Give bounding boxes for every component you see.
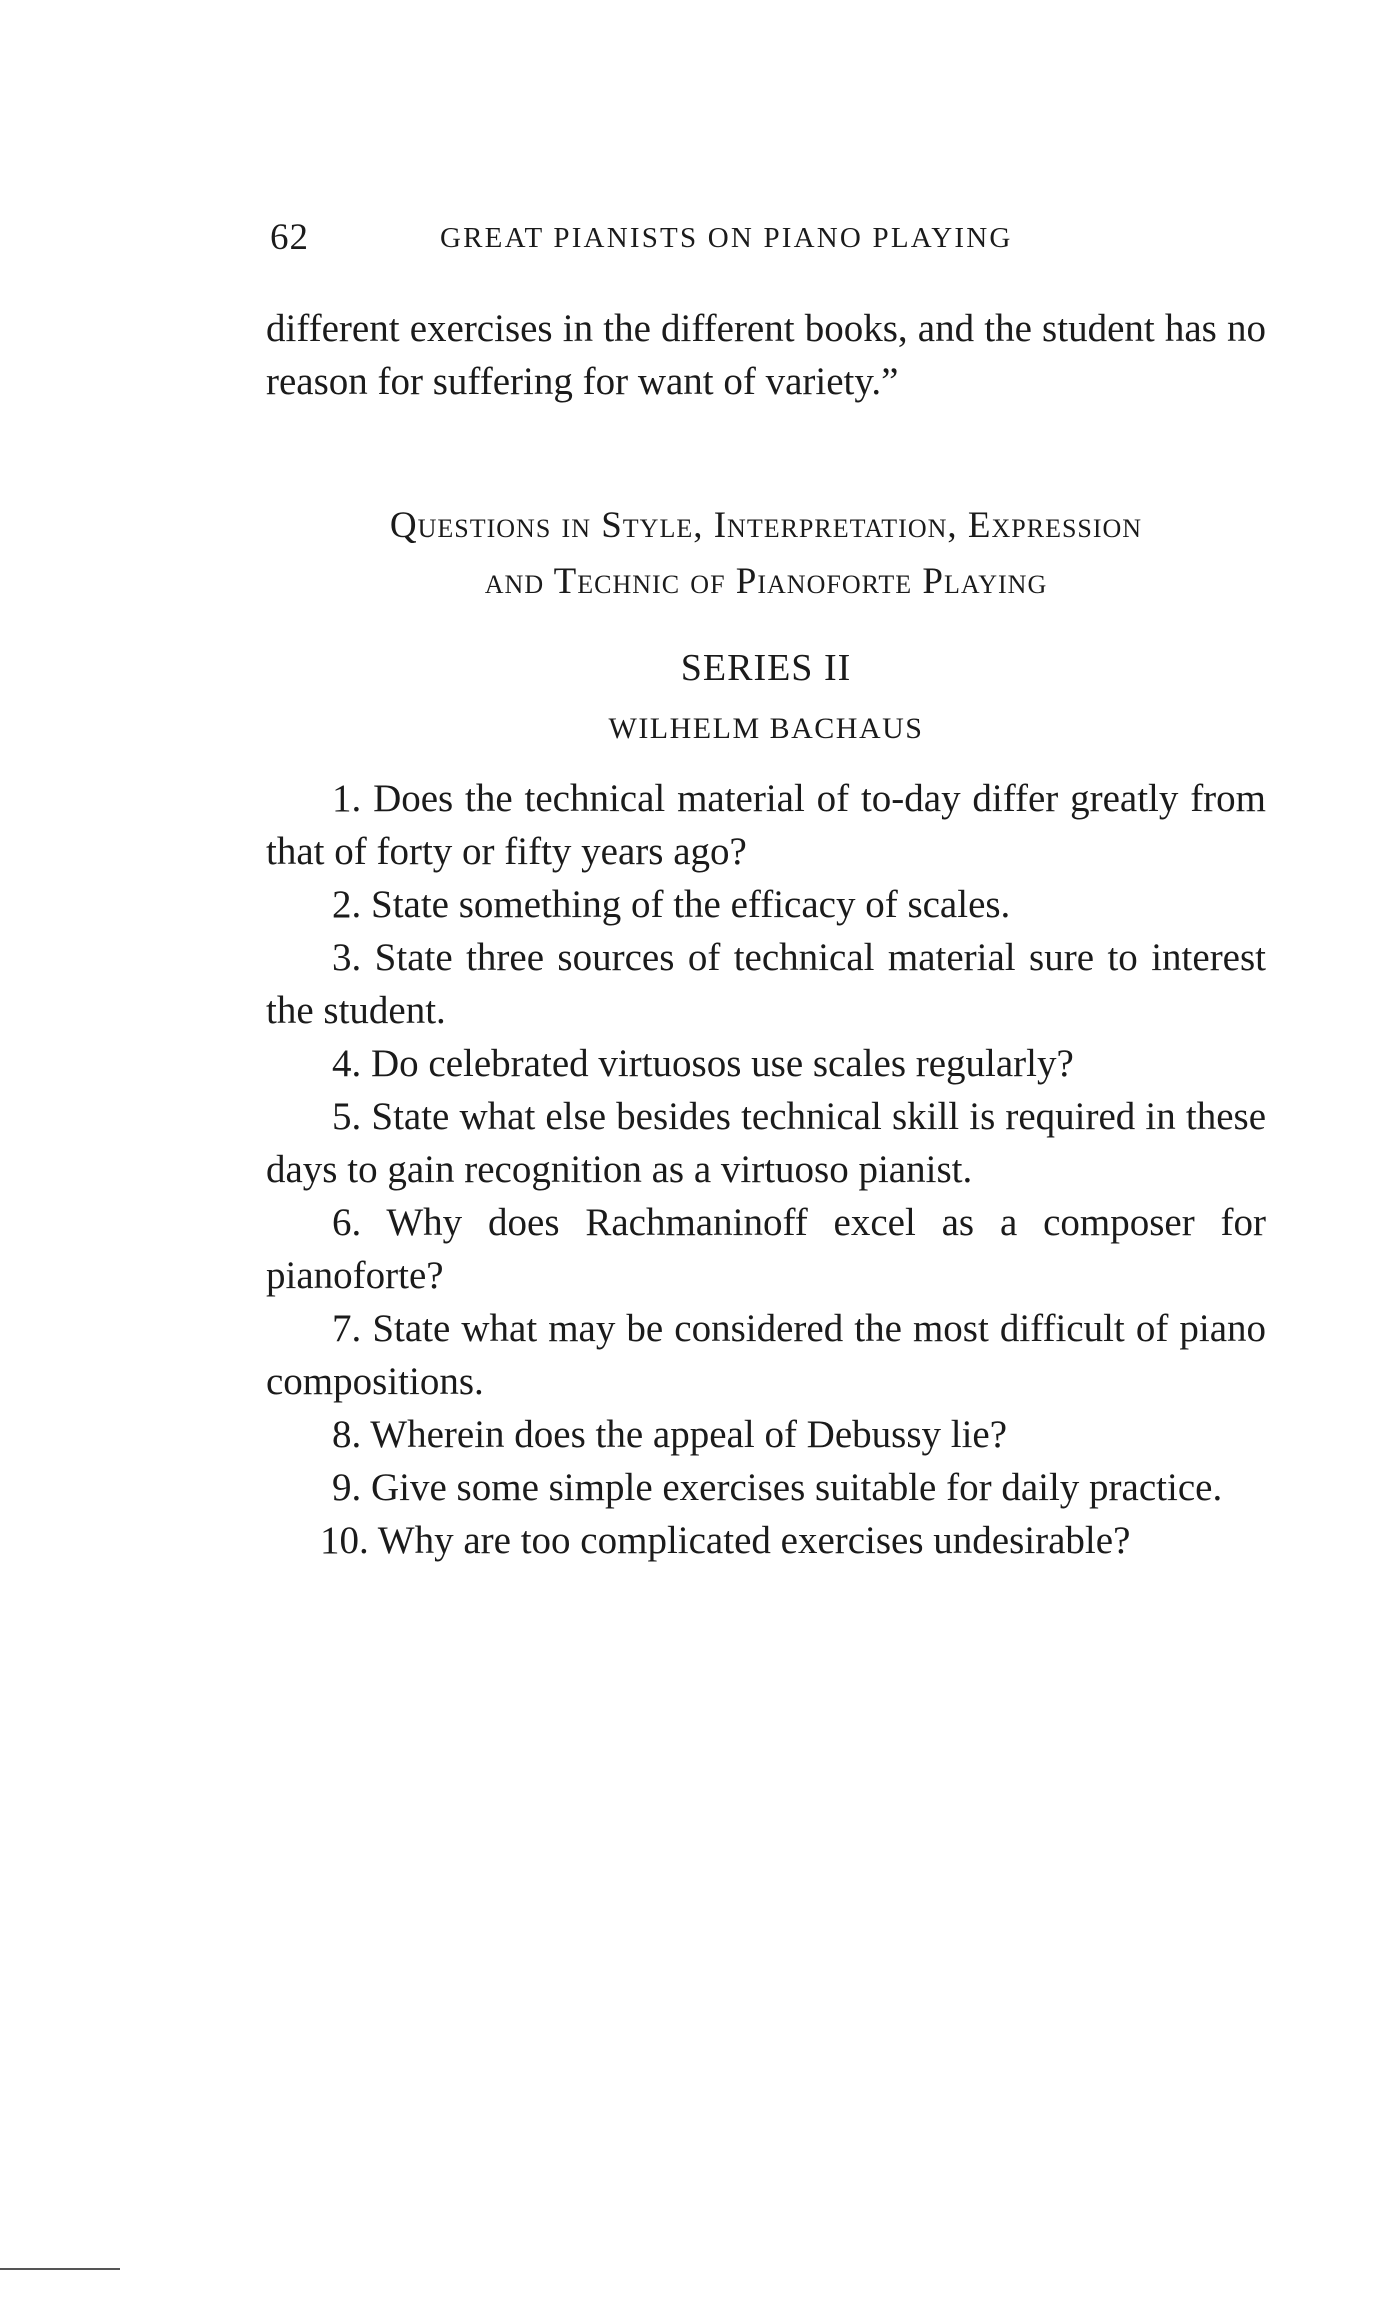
question-item <box>266 878 1266 931</box>
question-number: 7. <box>332 1307 362 1350</box>
question-text: Wherein does the appeal of Debussy lie? <box>370 1413 1008 1456</box>
section-heading <box>266 498 1266 610</box>
running-title: GREAT PIANISTS ON PIANO PLAYING <box>440 222 1013 254</box>
question-number: 5. <box>332 1095 362 1138</box>
question-text: Give some simple exercises suitable for daily practice. <box>371 1466 1223 1509</box>
question-item <box>266 772 1266 878</box>
question-number: 8. <box>332 1413 362 1456</box>
question-text: Does the technical material of to-day differ greatly from that of forty or fifty years ago? <box>266 777 1267 873</box>
question-item <box>266 1408 1266 1461</box>
author-name: WILHELM BACHAUS <box>608 712 924 745</box>
question-number: 1. <box>332 777 362 820</box>
question-number: 6. <box>332 1201 362 1244</box>
page-edge-rule <box>0 2268 120 2270</box>
section-heading-line-2: and Technic of Pianoforte Playing <box>484 561 1048 602</box>
series-title: SERIES II <box>680 647 852 689</box>
section-heading-line-1: Questions in Style, Interpretation, Expression <box>389 505 1143 546</box>
question-item <box>266 1037 1266 1090</box>
question-number: 3. <box>332 936 362 979</box>
question-text: Why are too complicated exercises undesirable? <box>377 1519 1131 1562</box>
question-text: State what else besides technical skill is required in these days to gain recognition as a virtuoso pianist. <box>266 1095 1267 1191</box>
question-item <box>266 1090 1266 1196</box>
question-list <box>266 772 1266 1567</box>
question-number: 10. <box>320 1519 369 1562</box>
question-text: State three sources of technical material sure to interest the student. <box>266 936 1266 1032</box>
running-head <box>270 216 1270 260</box>
question-text: Do celebrated virtuosos use scales regularly? <box>371 1042 1074 1085</box>
question-item <box>266 931 1266 1037</box>
question-text: State something of the efficacy of scales. <box>371 883 1011 926</box>
question-item <box>266 1461 1266 1514</box>
question-number: 9. <box>332 1466 362 1509</box>
continued-paragraph: different exercises in the different books, and the student has no reason for suffering for want of variety.” <box>266 307 1266 403</box>
page-number: 62 <box>270 217 309 258</box>
question-number: 2. <box>332 883 362 926</box>
question-item <box>266 1514 1266 1567</box>
question-text: Why does Rachmaninoff excel as a composer for pianoforte? <box>266 1201 1266 1297</box>
question-item <box>266 1196 1266 1302</box>
question-number: 4. <box>332 1042 362 1085</box>
question-item <box>266 1302 1266 1408</box>
question-text: State what may be considered the most difficult of piano compositions. <box>266 1307 1267 1403</box>
